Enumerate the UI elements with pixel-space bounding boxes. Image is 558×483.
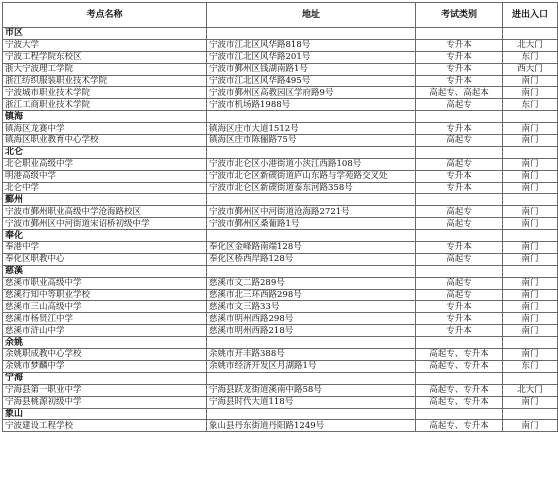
exam-venue-table bbox=[2, 2, 558, 432]
address-cell: 宁波市机场路1988号 bbox=[207, 99, 416, 111]
region-empty-cell bbox=[416, 337, 503, 349]
gate-cell: 西大门 bbox=[503, 63, 558, 75]
venue-name-cell: 镇海区职业教育中心学校 bbox=[3, 135, 207, 147]
exam-type-cell: 专升本 bbox=[416, 75, 503, 87]
venue-name-cell: 慈溪市三山高级中学 bbox=[3, 301, 207, 313]
venue-name-cell: 浙江纺织服装职业技术学院 bbox=[3, 75, 207, 87]
address-cell: 慈溪市明州西路218号 bbox=[207, 325, 416, 337]
region-empty-cell bbox=[416, 111, 503, 123]
address-cell: 宁波市江北区风华路201号 bbox=[207, 51, 416, 63]
venue-name-cell: 奉化区职教中心 bbox=[3, 253, 207, 265]
gate-cell: 南门 bbox=[503, 158, 558, 170]
exam-type-cell: 专升本 bbox=[416, 123, 503, 135]
exam-type-cell: 专升本 bbox=[416, 63, 503, 75]
address-cell: 慈溪市北三环西路298号 bbox=[207, 289, 416, 301]
exam-type-cell: 高起专 bbox=[416, 135, 503, 147]
gate-cell: 南门 bbox=[503, 253, 558, 265]
table-row bbox=[3, 158, 558, 170]
gate-cell: 南门 bbox=[503, 170, 558, 182]
exam-type-cell: 高起专、高起本 bbox=[416, 87, 503, 99]
address-cell: 宁波市江北区风华路818号 bbox=[207, 39, 416, 51]
region-label: 宁海 bbox=[3, 372, 207, 384]
table-row bbox=[3, 39, 558, 51]
gate-cell: 南门 bbox=[503, 87, 558, 99]
exam-type-cell: 专升本 bbox=[416, 170, 503, 182]
region-label: 慈溪 bbox=[3, 265, 207, 277]
venue-name-cell: 宁海县桃源初级中学 bbox=[3, 396, 207, 408]
address-cell: 象山县丹东街道丹阳路1249号 bbox=[207, 420, 416, 432]
exam-type-cell: 高起专、专升本 bbox=[416, 349, 503, 361]
exam-type-cell: 高起专 bbox=[416, 253, 503, 265]
region-label: 奉化 bbox=[3, 230, 207, 242]
region-label: 市区 bbox=[3, 28, 207, 40]
exam-type-cell: 专升本 bbox=[416, 313, 503, 325]
venue-name-cell: 宁波城市职业技术学院 bbox=[3, 87, 207, 99]
address-cell: 慈溪市明州西路298号 bbox=[207, 313, 416, 325]
exam-type-cell: 高起专 bbox=[416, 289, 503, 301]
table-row bbox=[3, 277, 558, 289]
region-label: 鄞州 bbox=[3, 194, 207, 206]
region-empty-cell bbox=[503, 194, 558, 206]
table-row bbox=[3, 384, 558, 396]
exam-type-cell: 专升本 bbox=[416, 182, 503, 194]
region-empty-cell bbox=[207, 28, 416, 40]
region-label: 余姚 bbox=[3, 337, 207, 349]
table-row bbox=[3, 170, 558, 182]
table-row bbox=[3, 349, 558, 361]
region-empty-cell bbox=[503, 28, 558, 40]
region-empty-cell bbox=[416, 372, 503, 384]
gate-cell: 南门 bbox=[503, 182, 558, 194]
address-cell: 余姚市开丰路388号 bbox=[207, 349, 416, 361]
exam-type-cell: 高起专、专升本 bbox=[416, 396, 503, 408]
table-row bbox=[3, 182, 558, 194]
region-label: 北仑 bbox=[3, 146, 207, 158]
gate-cell: 南门 bbox=[503, 313, 558, 325]
venue-name-cell: 宁波建设工程学校 bbox=[3, 420, 207, 432]
table-row bbox=[3, 63, 558, 75]
address-cell: 宁波市北仑区新碶街道庐山东路与学苑路交叉处 bbox=[207, 170, 416, 182]
region-label: 镇海 bbox=[3, 111, 207, 123]
address-cell: 宁波市鄞州区中河街道沧海路2721号 bbox=[207, 206, 416, 218]
address-cell: 慈溪市文三路33号 bbox=[207, 301, 416, 313]
table-row bbox=[3, 313, 558, 325]
region-empty-cell bbox=[416, 28, 503, 40]
venue-name-cell: 明港高级中学 bbox=[3, 170, 207, 182]
exam-type-cell: 专升本 bbox=[416, 325, 503, 337]
gate-cell: 北大门 bbox=[503, 39, 558, 51]
venue-name-cell: 奉港中学 bbox=[3, 242, 207, 254]
venue-name-cell: 宁海县第一职业中学 bbox=[3, 384, 207, 396]
venue-name-cell: 宁波市鄞州区中河街道宋诏桥初级中学 bbox=[3, 218, 207, 230]
venue-name-cell: 浙江工商职业技术学院 bbox=[3, 99, 207, 111]
table-row bbox=[3, 301, 558, 313]
venue-name-cell: 慈溪行知中等职业学校 bbox=[3, 289, 207, 301]
exam-type-cell: 高起专、专升本 bbox=[416, 420, 503, 432]
venue-name-cell: 宁波工程学院东校区 bbox=[3, 51, 207, 63]
exam-type-cell: 专升本 bbox=[416, 242, 503, 254]
region-row bbox=[3, 408, 558, 420]
table-row bbox=[3, 206, 558, 218]
table-row bbox=[3, 99, 558, 111]
table-row bbox=[3, 135, 558, 147]
venue-name-cell: 浙大宁波理工学院 bbox=[3, 63, 207, 75]
gate-cell: 南门 bbox=[503, 218, 558, 230]
region-row bbox=[3, 111, 558, 123]
gate-cell: 南门 bbox=[503, 349, 558, 361]
address-cell: 宁波市北仑区小港街道小浃江西路108号 bbox=[207, 158, 416, 170]
address-cell: 奉化区金峰路南端128号 bbox=[207, 242, 416, 254]
region-empty-cell bbox=[416, 408, 503, 420]
header-row bbox=[3, 3, 558, 28]
region-row bbox=[3, 265, 558, 277]
venue-name-cell: 慈溪市杨贤江中学 bbox=[3, 313, 207, 325]
address-cell: 余姚市经济开发区月湖路1号 bbox=[207, 360, 416, 372]
region-empty-cell bbox=[503, 337, 558, 349]
table-row bbox=[3, 218, 558, 230]
table-body bbox=[3, 28, 558, 432]
gate-cell: 北大门 bbox=[503, 384, 558, 396]
address-cell: 宁海县跃龙街道溪南中路58号 bbox=[207, 384, 416, 396]
exam-type-cell: 专升本 bbox=[416, 39, 503, 51]
venue-name-cell: 北仑职业高级中学 bbox=[3, 158, 207, 170]
region-empty-cell bbox=[503, 408, 558, 420]
table-row bbox=[3, 289, 558, 301]
region-row bbox=[3, 372, 558, 384]
address-cell: 宁波市鄞州区桑葡路1号 bbox=[207, 218, 416, 230]
gate-cell: 南门 bbox=[503, 206, 558, 218]
region-empty-cell bbox=[503, 111, 558, 123]
exam-type-cell: 高起专、专升本 bbox=[416, 360, 503, 372]
address-cell: 宁波市北仑区新碶街道泰东河路358号 bbox=[207, 182, 416, 194]
gate-cell: 东门 bbox=[503, 360, 558, 372]
region-empty-cell bbox=[503, 265, 558, 277]
venue-name-cell: 余姚市梦麟中学 bbox=[3, 360, 207, 372]
exam-type-cell: 高起专 bbox=[416, 99, 503, 111]
table-row bbox=[3, 51, 558, 63]
region-empty-cell bbox=[207, 230, 416, 242]
region-empty-cell bbox=[207, 265, 416, 277]
table-row bbox=[3, 253, 558, 265]
gate-cell: 南门 bbox=[503, 242, 558, 254]
region-row bbox=[3, 230, 558, 242]
gate-cell: 南门 bbox=[503, 420, 558, 432]
exam-type-cell: 高起专 bbox=[416, 158, 503, 170]
gate-cell: 东门 bbox=[503, 51, 558, 63]
header-name: 考点名称 bbox=[3, 3, 207, 28]
region-empty-cell bbox=[503, 372, 558, 384]
venue-name-cell: 北仑中学 bbox=[3, 182, 207, 194]
region-label: 象山 bbox=[3, 408, 207, 420]
header-gate: 进出入口 bbox=[503, 3, 558, 28]
region-empty-cell bbox=[207, 111, 416, 123]
venue-name-cell: 慈溪市职业高级中学 bbox=[3, 277, 207, 289]
table-row bbox=[3, 420, 558, 432]
table-row bbox=[3, 325, 558, 337]
exam-type-cell: 专升本 bbox=[416, 301, 503, 313]
gate-cell: 南门 bbox=[503, 301, 558, 313]
address-cell: 宁波市江北区风华路495号 bbox=[207, 75, 416, 87]
address-cell: 宁海县时代大道118号 bbox=[207, 396, 416, 408]
table-row bbox=[3, 87, 558, 99]
table-row bbox=[3, 242, 558, 254]
region-empty-cell bbox=[416, 265, 503, 277]
venue-name-cell: 镇海区龙赛中学 bbox=[3, 123, 207, 135]
table-row bbox=[3, 123, 558, 135]
gate-cell: 南门 bbox=[503, 325, 558, 337]
region-empty-cell bbox=[207, 194, 416, 206]
exam-type-cell: 高起专、专升本 bbox=[416, 384, 503, 396]
gate-cell: 南门 bbox=[503, 277, 558, 289]
gate-cell: 南门 bbox=[503, 135, 558, 147]
exam-type-cell: 高起专 bbox=[416, 206, 503, 218]
table-row bbox=[3, 75, 558, 87]
exam-type-cell: 专升本 bbox=[416, 51, 503, 63]
venue-name-cell: 余姚职成教中心学校 bbox=[3, 349, 207, 361]
address-cell: 镇海区庄市陈俪路75号 bbox=[207, 135, 416, 147]
address-cell: 奉化区桥西岸路128号 bbox=[207, 253, 416, 265]
region-empty-cell bbox=[207, 408, 416, 420]
header-address: 地址 bbox=[207, 3, 416, 28]
exam-type-cell: 高起专 bbox=[416, 218, 503, 230]
gate-cell: 南门 bbox=[503, 396, 558, 408]
region-row bbox=[3, 194, 558, 206]
gate-cell: 南门 bbox=[503, 75, 558, 87]
gate-cell: 东门 bbox=[503, 99, 558, 111]
region-empty-cell bbox=[416, 194, 503, 206]
venue-name-cell: 宁波市鄞州职业高级中学沧海路校区 bbox=[3, 206, 207, 218]
region-empty-cell bbox=[207, 146, 416, 158]
venue-name-cell: 宁波大学 bbox=[3, 39, 207, 51]
table-row bbox=[3, 396, 558, 408]
exam-type-cell: 高起专 bbox=[416, 277, 503, 289]
region-row bbox=[3, 337, 558, 349]
region-empty-cell bbox=[503, 146, 558, 158]
region-empty-cell bbox=[503, 230, 558, 242]
address-cell: 慈溪市文二路289号 bbox=[207, 277, 416, 289]
region-empty-cell bbox=[416, 230, 503, 242]
region-row bbox=[3, 28, 558, 40]
header-exam-type: 考试类别 bbox=[416, 3, 503, 28]
address-cell: 镇海区庄市大道1512号 bbox=[207, 123, 416, 135]
address-cell: 宁波市鄞州区高教园区学府路9号 bbox=[207, 87, 416, 99]
region-row bbox=[3, 146, 558, 158]
address-cell: 宁波市鄞州区钱湖南路1号 bbox=[207, 63, 416, 75]
region-empty-cell bbox=[416, 146, 503, 158]
venue-name-cell: 慈溪市浒山中学 bbox=[3, 325, 207, 337]
table-row bbox=[3, 360, 558, 372]
gate-cell: 南门 bbox=[503, 123, 558, 135]
gate-cell: 南门 bbox=[503, 289, 558, 301]
region-empty-cell bbox=[207, 372, 416, 384]
region-empty-cell bbox=[207, 337, 416, 349]
